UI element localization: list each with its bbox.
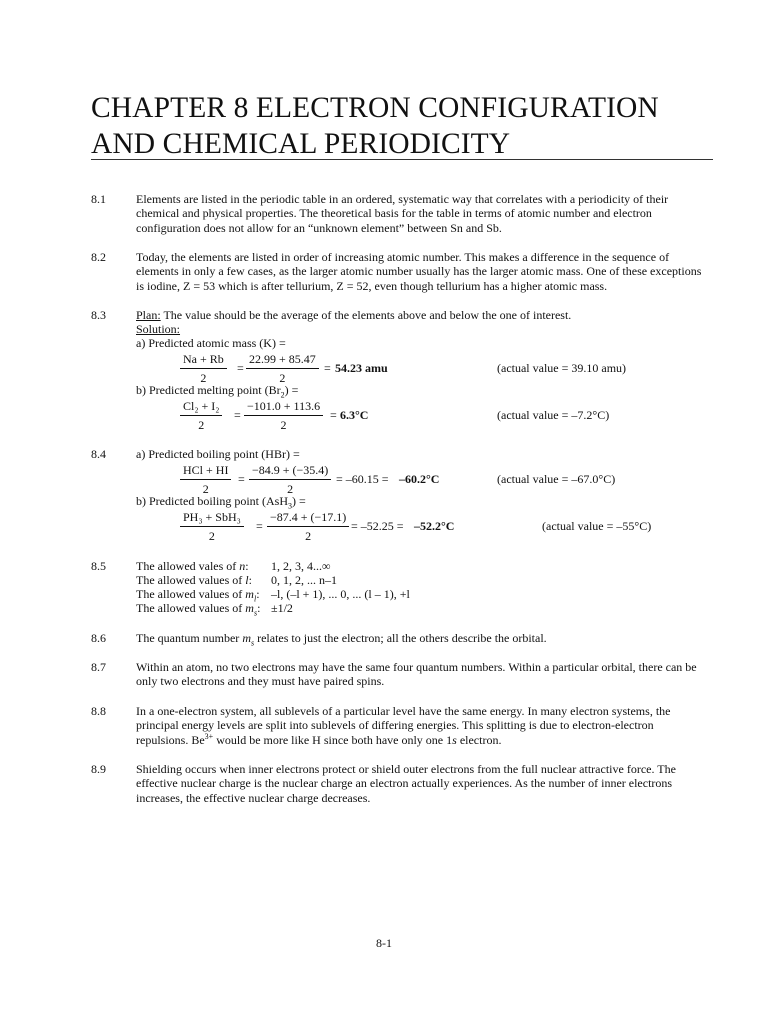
quantum-row bbox=[136, 587, 260, 604]
actual-value-hbr: (actual value = –67.0°C) bbox=[497, 472, 616, 486]
fraction-numerator: −87.4 + (−17.1) bbox=[267, 510, 349, 527]
fraction-denominator: 2 bbox=[287, 482, 294, 496]
row-colon: : bbox=[257, 601, 261, 615]
fraction-ph3-sbh3 bbox=[180, 510, 244, 543]
equals-sign: = bbox=[238, 472, 245, 486]
problem-8-2-text: Today, the elements are listed in order of increasing atomic number. This makes a difference in the sequence of elements in only a few cases, as the larger atomic number usually has the larger atomic mass. One of these exceptions is iodine, Z = 53 which is after tellurium, Z = 52, even though tellurium has a higher atomic mass. bbox=[136, 250, 702, 293]
fraction-mass-values bbox=[246, 352, 319, 385]
quantum-row bbox=[136, 573, 252, 587]
fraction-denominator: 2 bbox=[208, 529, 215, 543]
row-colon: : bbox=[245, 559, 249, 573]
row-label: The allowed values of bbox=[136, 573, 246, 587]
intermediate-result: = –52.25 = bbox=[351, 519, 404, 533]
row-variable: n bbox=[239, 559, 246, 573]
equals-sign: = bbox=[256, 519, 263, 533]
quantum-values-ms: ±1/2 bbox=[271, 601, 293, 615]
row-label: The allowed values of bbox=[136, 601, 246, 615]
fraction-denominator: 2 bbox=[305, 529, 312, 543]
italic-orbital: s bbox=[452, 732, 457, 747]
fraction-na-rb bbox=[180, 352, 227, 385]
fraction-numerator: HCl + HI bbox=[180, 463, 231, 480]
part-b-label bbox=[136, 383, 299, 400]
problem-8-8-text bbox=[136, 704, 704, 747]
quantum-values-l: 0, 1, 2, ... n–1 bbox=[271, 573, 337, 587]
fraction-ash3-values bbox=[267, 510, 349, 543]
fraction-numerator: 22.99 + 85.47 bbox=[246, 352, 319, 369]
row-variable: l bbox=[245, 573, 249, 587]
subscript: 3 bbox=[287, 501, 292, 511]
part-b-label-end: ) = bbox=[291, 494, 306, 508]
quantum-values-ml: –l, (–l + 1), ... 0, ... (l – 1), +l bbox=[271, 587, 410, 601]
subscript: 2 bbox=[280, 390, 285, 400]
superscript-charge: 3+ bbox=[204, 731, 214, 741]
problem-number-8-3: 8.3 bbox=[91, 308, 106, 322]
row-label: The allowed vales of bbox=[136, 559, 240, 573]
problem-number-8-9: 8.9 bbox=[91, 762, 106, 776]
result-boiling-hbr: –60.2°C bbox=[399, 472, 440, 486]
row-colon: : bbox=[256, 587, 260, 601]
fraction-numerator: Na + Rb bbox=[180, 352, 227, 369]
quantum-row bbox=[136, 559, 249, 573]
italic-subscript: s bbox=[250, 638, 255, 648]
row-label: The allowed values of bbox=[136, 587, 246, 601]
part-b-label bbox=[136, 494, 306, 511]
actual-value-ash3: (actual value = –55°C) bbox=[542, 519, 652, 533]
fraction-denominator: 2 bbox=[198, 418, 205, 432]
text-segment: electron. bbox=[456, 732, 502, 747]
part-b-label-text: b) Predicted melting point (Br bbox=[136, 383, 281, 397]
chapter-title-line1: CHAPTER 8 ELECTRON CONFIGURATION bbox=[91, 92, 659, 124]
problem-8-7-text: Within an atom, no two electrons may have the same four quantum numbers. Within a particular orbital, there can be only two electrons and they must have paired spins. bbox=[136, 660, 697, 689]
plan-label: Plan: bbox=[136, 308, 161, 322]
part-b-label-text: b) Predicted boiling point (AsH bbox=[136, 494, 288, 508]
fraction-melting-values bbox=[244, 399, 323, 432]
actual-value-br2: (actual value = –7.2°C) bbox=[497, 408, 610, 422]
text-segment: In a one-electron system, all sublevels of a particular level have the same energy. In many electron systems, the principal energy levels are split into sublevels of differing energies. This splitting is due to electron-electron repulsions. Be bbox=[136, 704, 671, 747]
fraction-denominator: 2 bbox=[279, 371, 286, 385]
chapter-title bbox=[91, 90, 716, 162]
text-segment: would be more like H since both have only one 1 bbox=[213, 732, 453, 747]
plan-line bbox=[136, 308, 571, 322]
fraction-denominator: 2 bbox=[280, 418, 287, 432]
equals-sign: = bbox=[237, 361, 244, 375]
problem-number-8-8: 8.8 bbox=[91, 704, 106, 718]
text-segment: relates to just the electron; all the others describe the orbital. bbox=[254, 631, 547, 645]
intermediate-result: = –60.15 = bbox=[336, 472, 389, 486]
problem-8-9-text: Shielding occurs when inner electrons protect or shield outer electrons from the full nuclear attractive force. The effective nuclear charge is the nuclear charge an electron actually experiences. As the number of inner electrons increases, the effective nuclear charge decreases. bbox=[136, 762, 676, 805]
plan-text: The value should be the average of the elements above and below the one of interest. bbox=[160, 308, 572, 322]
row-subscript: s bbox=[253, 608, 258, 618]
fraction-numerator: Cl₂ + I₂ bbox=[180, 399, 222, 416]
actual-value-k: (actual value = 39.10 amu) bbox=[497, 361, 627, 375]
equals-sign: = bbox=[324, 361, 331, 375]
page-number: 8-1 bbox=[376, 936, 392, 950]
result-atomic-mass: 54.23 amu bbox=[335, 361, 388, 375]
fraction-numerator: −84.9 + (−35.4) bbox=[249, 463, 331, 480]
equals-sign: = bbox=[330, 408, 337, 422]
fraction-cl2-i2 bbox=[180, 399, 222, 432]
solution-label: Solution: bbox=[136, 322, 181, 336]
row-variable: m bbox=[245, 601, 254, 615]
fraction-numerator: −101.0 + 113.6 bbox=[244, 399, 323, 416]
problem-number-8-6: 8.6 bbox=[91, 631, 106, 645]
quantum-values-n: 1, 2, 3, 4...∞ bbox=[271, 559, 331, 573]
fraction-hbr-values bbox=[249, 463, 331, 496]
row-variable: m bbox=[245, 587, 254, 601]
text-segment: The quantum number bbox=[136, 631, 243, 645]
chapter-title-line2: AND CHEMICAL PERIODICITY bbox=[91, 128, 511, 160]
problem-number-8-5: 8.5 bbox=[91, 559, 106, 573]
problem-number-8-4: 8.4 bbox=[91, 447, 106, 461]
equals-sign: = bbox=[234, 408, 241, 422]
problem-number-8-2: 8.2 bbox=[91, 250, 106, 264]
part-a-label: a) Predicted atomic mass (K) = bbox=[136, 336, 286, 350]
part-a-label: a) Predicted boiling point (HBr) = bbox=[136, 447, 300, 461]
fraction-numerator: PH₃ + SbH₃ bbox=[180, 510, 244, 527]
part-b-label-end: ) = bbox=[284, 383, 299, 397]
problem-number-8-1: 8.1 bbox=[91, 192, 106, 206]
title-rule bbox=[91, 159, 713, 160]
fraction-denominator: 2 bbox=[202, 482, 209, 496]
problem-8-1-text: Elements are listed in the periodic table in an ordered, systematic way that correlates with a periodicity of their chemical and physical properties. The theoretical basis for the table in terms of atomic number and electron configuration does not allow for an “unknown element” between Sn and Sb. bbox=[136, 192, 669, 235]
problem-number-8-7: 8.7 bbox=[91, 660, 106, 674]
problem-8-6-text bbox=[136, 631, 547, 648]
row-colon: : bbox=[248, 573, 252, 587]
result-melting-point: 6.3°C bbox=[340, 408, 369, 422]
fraction-hcl-hi bbox=[180, 463, 231, 496]
fraction-denominator: 2 bbox=[200, 371, 207, 385]
quantum-row bbox=[136, 601, 261, 618]
result-boiling-ash3: –52.2°C bbox=[414, 519, 455, 533]
row-subscript: l bbox=[253, 594, 257, 604]
italic-variable: m bbox=[242, 631, 251, 645]
